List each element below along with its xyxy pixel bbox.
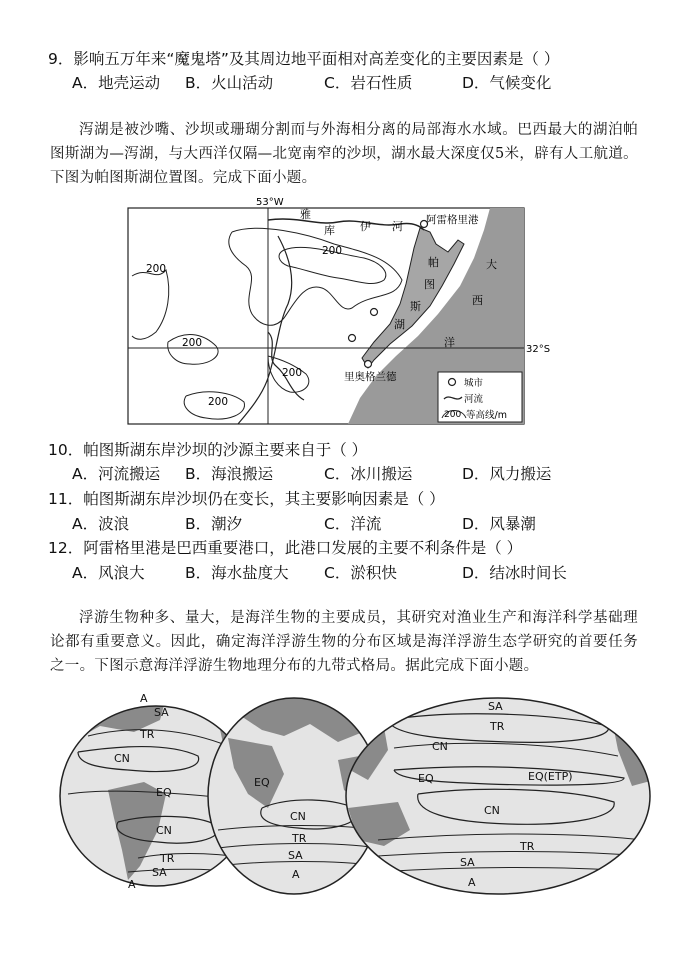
lake-name-4: 湖 <box>394 318 405 331</box>
atl-zone-label-9: A <box>128 878 136 891</box>
ocean-name-3: 洋 <box>444 336 455 349</box>
atl-zone-label-4: CN <box>114 752 130 765</box>
contour-label-1: 200 <box>146 263 167 275</box>
patos-lagoon-map <box>128 196 551 438</box>
contour-label-4: 200 <box>282 367 303 379</box>
pac-zone-label-3: CN <box>432 740 448 753</box>
legend-contour-sample: 200 <box>444 410 462 420</box>
ind-zone-label-3: TR <box>292 832 307 845</box>
pac-zone-label-1: SA <box>488 700 503 713</box>
city-rio-grande-icon <box>365 361 372 368</box>
pac-zone-label-5: EQ(ETP) <box>528 770 573 783</box>
rio-grande-label: 里奥格兰德 <box>344 371 397 383</box>
ocean-name-1: 大 <box>486 258 497 271</box>
city-shore-icon <box>371 309 378 316</box>
pac-zone-label-7: TR <box>520 840 535 853</box>
city-mid-icon <box>349 335 356 342</box>
q12-option-d: D．结冰时间长 <box>462 564 567 582</box>
latitude-label: 32°S <box>526 344 551 355</box>
river-name-4: 河 <box>392 220 403 233</box>
lake-name-1: 帕 <box>428 256 439 269</box>
question-11-stem: 11．帕图斯湖东岸沙坝仍在变长，其主要影响因素是（ ） <box>48 490 445 508</box>
lagoon-passage: 泻湖是被沙嘴、沙坝或珊瑚分割而与外海相分离的局部海水水域。巴西最大的湖泊帕图斯湖为—泻湖，与大西洋仅隔—北宽南窄的沙坝，湖水最大深度仅5米，辟有人工航道。下图为帕图斯湖位置图。完成下面小题。 <box>50 122 638 186</box>
legend-river-label: 河流 <box>464 394 484 405</box>
longitude-label: 53°W <box>256 197 284 208</box>
pac-zone-label-2: TR <box>490 720 505 733</box>
map-legend <box>438 372 522 422</box>
porto-alegre-label: 阿雷格里港 <box>426 214 479 226</box>
contour-label-2: 200 <box>322 245 343 257</box>
q10-option-a: A．河流搬运 <box>72 465 161 483</box>
atl-zone-label-3: TR <box>140 728 155 741</box>
ocean-name-2: 西 <box>472 294 483 307</box>
q11-option-d: D．风暴潮 <box>462 515 536 533</box>
q9-option-a: A．地壳运动 <box>72 74 161 92</box>
q11-option-c: C．洋流 <box>324 515 382 533</box>
ind-zone-label-2: CN <box>290 810 306 823</box>
ind-zone-label-5: A <box>292 868 300 881</box>
lake-name-3: 斯 <box>410 300 421 313</box>
pac-zone-label-8: SA <box>460 856 475 869</box>
atl-zone-label-6: CN <box>156 824 172 837</box>
q10-option-d: D．风力搬运 <box>462 465 552 483</box>
question-12-stem: 12．阿雷格里港是巴西重要港口，此港口发展的主要不利条件是（ ） <box>48 539 523 557</box>
atl-zone-label-7: TR <box>160 852 175 865</box>
ind-zone-label-1: EQ <box>254 776 270 789</box>
q9-option-c: C．岩石性质 <box>324 74 413 92</box>
plankton-passage: 浮游生物种多、量大，是海洋生物的主要成员，其研究对渔业生产和海洋科学基础理论都有重要意义。因此，确定海洋浮游生物的分布区域是海洋浮游生态学研究的首要任务之一。下图示意海洋浮游生物地理分布的九带式格局。据此完成下面小题。 <box>50 610 638 674</box>
lake-name-2: 图 <box>424 278 435 291</box>
plankton-zones-map <box>48 690 658 900</box>
atl-zone-label-2: SA <box>154 706 169 719</box>
pac-zone-label-4: EQ <box>418 772 434 785</box>
ind-zone-label-4: SA <box>288 849 303 862</box>
q12-option-b: B．海水盐度大 <box>185 564 289 582</box>
q9-option-d: D．气候变化 <box>462 74 552 92</box>
pac-zone-label-9: A <box>468 876 476 889</box>
atl-zone-label-8: SA <box>152 866 167 879</box>
q11-option-a: A．波浪 <box>72 515 130 533</box>
question-9-stem: 9．影响五万年来“魔鬼塔”及其周边地平面相对高差变化的主要因素是（ ） <box>48 50 560 68</box>
legend-city-icon <box>449 379 456 386</box>
legend-contour-label: 等高线/m <box>466 410 507 421</box>
atl-zone-label-1: A <box>140 692 148 705</box>
river-name-1: 雅 <box>300 208 311 221</box>
q10-option-b: B．海浪搬运 <box>185 465 274 483</box>
river-name-3: 伊 <box>360 220 371 233</box>
q10-option-c: C．冰川搬运 <box>324 465 413 483</box>
q12-option-c: C．淤积快 <box>324 564 397 582</box>
legend-city-label: 城市 <box>464 378 484 389</box>
question-10-stem: 10．帕图斯湖东岸沙坝的沙源主要来自于（ ） <box>48 441 368 459</box>
river-name-2: 库 <box>324 224 335 237</box>
q11-option-b: B．潮汐 <box>185 515 243 533</box>
pac-zone-label-6: CN <box>484 804 500 817</box>
contour-label-5: 200 <box>208 396 229 408</box>
q12-option-a: A．风浪大 <box>72 564 145 582</box>
atl-zone-label-5: EQ <box>156 786 172 799</box>
contour-label-3: 200 <box>182 337 203 349</box>
q9-option-b: B．火山活动 <box>185 74 274 92</box>
